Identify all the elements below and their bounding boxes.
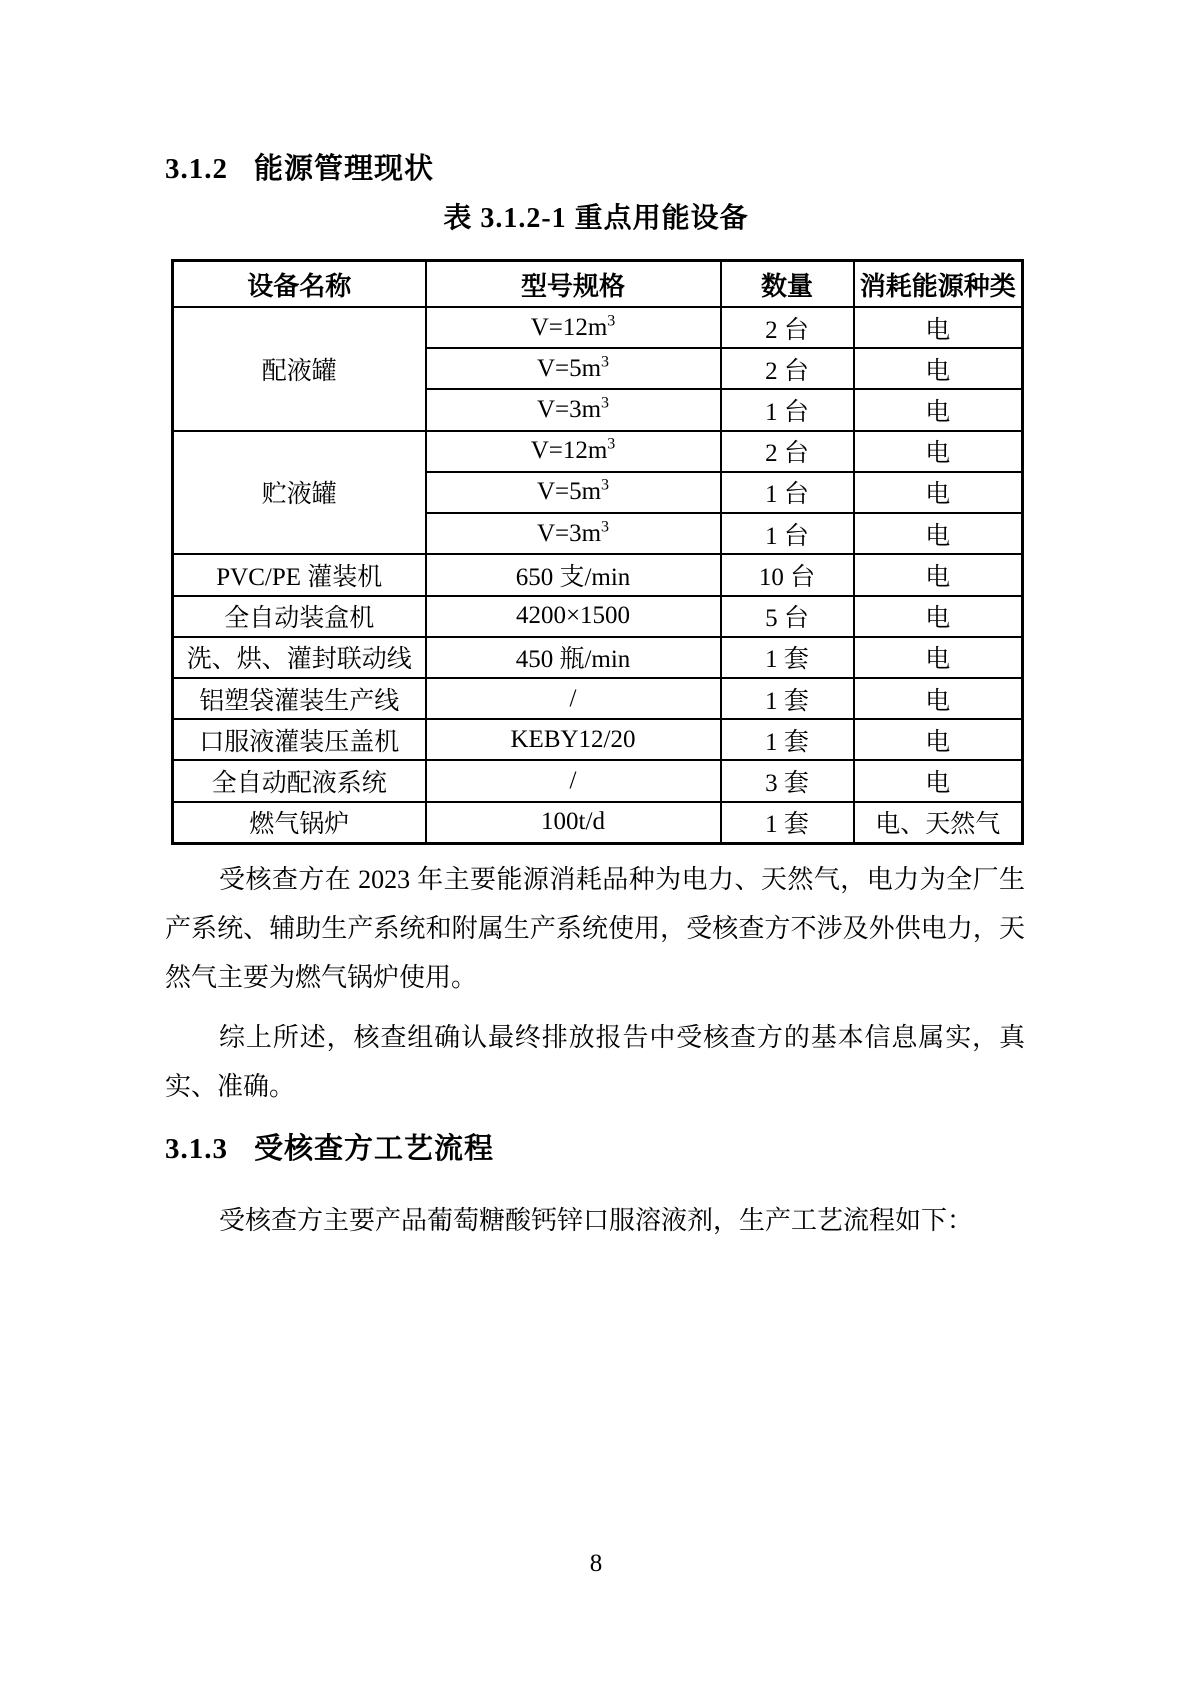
header-device: 设备名称 <box>173 261 426 308</box>
qty-cell: 2 台 <box>721 348 854 389</box>
qty-cell: 1 套 <box>721 719 854 760</box>
device-name-cell: 燃气锅炉 <box>173 802 426 844</box>
header-qty: 数量 <box>721 261 854 308</box>
energy-cell: 电 <box>854 719 1023 760</box>
table-row <box>173 802 1023 844</box>
section-number: 3.1.3 <box>165 1133 228 1165</box>
device-name-cell: PVC/PE 灌装机 <box>173 554 426 595</box>
table-row <box>173 760 1023 801</box>
energy-cell: 电 <box>854 307 1023 348</box>
equipment-table <box>171 259 1024 845</box>
spec-cell: 650 支/min <box>426 554 721 595</box>
energy-cell: 电 <box>854 637 1023 678</box>
qty-cell: 1 套 <box>721 678 854 719</box>
spec-cell: KEBY12/20 <box>426 719 721 760</box>
section-title: 受核查方工艺流程 <box>254 1133 495 1165</box>
device-name-cell: 全自动配液系统 <box>173 760 426 801</box>
table-row <box>173 719 1023 760</box>
paragraph-energy-summary: 受核查方在 2023 年主要能源消耗品种为电力、天然气，电力为全厂生产系统、辅助生产系统和附属生产系统使用，受核查方不涉及外供电力，天然气主要为燃气锅炉使用。 <box>165 865 1025 992</box>
device-name-cell: 全自动装盒机 <box>173 596 426 637</box>
spec-cell: 4200×1500 <box>426 596 721 637</box>
energy-cell: 电 <box>854 554 1023 595</box>
qty-cell: 1 台 <box>721 472 854 513</box>
paragraph-conclusion: 综上所述，核查组确认最终排放报告中受核查方的基本信息属实，真实、准确。 <box>165 1023 1025 1101</box>
spec-cell: $V=12m^3$ <box>426 307 721 348</box>
energy-cell: 电 <box>854 472 1023 513</box>
energy-cell: 电 <box>854 431 1023 472</box>
section-number: 3.1.2 <box>165 153 228 185</box>
device-name-cell: 配液罐 <box>173 307 426 431</box>
qty-cell: 1 套 <box>721 637 854 678</box>
spec-cell: $V=12m^3$ <box>426 431 721 472</box>
spec-cell: / <box>426 678 721 719</box>
qty-cell: 1 台 <box>721 513 854 554</box>
spec-cell: / <box>426 760 721 801</box>
table-caption: 表 3.1.2-1 重点用能设备 <box>443 203 749 234</box>
qty-cell: 1 台 <box>721 389 854 430</box>
table-row <box>173 637 1023 678</box>
spec-cell: $V=3m^3$ <box>426 389 721 430</box>
header-spec: 型号规格 <box>426 261 721 308</box>
paragraph-process-intro: 受核查方主要产品葡萄糖酸钙锌口服溶液剂，生产工艺流程如下： <box>219 1206 974 1235</box>
qty-cell: 5 台 <box>721 596 854 637</box>
qty-cell: 2 台 <box>721 431 854 472</box>
qty-cell: 1 套 <box>721 802 854 844</box>
spec-cell: 100t/d <box>426 802 721 844</box>
page-number: 8 <box>589 1550 603 1577</box>
spec-cell: $V=5m^3$ <box>426 348 721 389</box>
device-name-cell: 口服液灌装压盖机 <box>173 719 426 760</box>
qty-cell: 10 台 <box>721 554 854 595</box>
qty-cell: 2 台 <box>721 307 854 348</box>
table-row <box>173 596 1023 637</box>
header-energy: 消耗能源种类 <box>854 261 1023 308</box>
section-heading-energy <box>165 146 434 187</box>
table-row <box>173 554 1023 595</box>
energy-cell: 电 <box>854 760 1023 801</box>
table-row <box>173 431 1023 472</box>
energy-cell: 电、天然气 <box>854 802 1023 844</box>
table-row <box>173 678 1023 719</box>
section-heading-process <box>165 1126 494 1167</box>
section-title: 能源管理现状 <box>254 153 435 185</box>
energy-cell: 电 <box>854 513 1023 554</box>
spec-cell: $V=5m^3$ <box>426 472 721 513</box>
spec-cell: $V=3m^3$ <box>426 513 721 554</box>
energy-cell: 电 <box>854 348 1023 389</box>
table-header-row <box>173 261 1023 308</box>
spec-cell: 450 瓶/min <box>426 637 721 678</box>
table-row <box>173 307 1023 348</box>
energy-cell: 电 <box>854 596 1023 637</box>
device-name-cell: 洗、烘、灌封联动线 <box>173 637 426 678</box>
energy-cell: 电 <box>854 678 1023 719</box>
qty-cell: 3 套 <box>721 760 854 801</box>
device-name-cell: 铝塑袋灌装生产线 <box>173 678 426 719</box>
energy-cell: 电 <box>854 389 1023 430</box>
device-name-cell: 贮液罐 <box>173 431 426 555</box>
equipment-table-body <box>173 307 1023 844</box>
